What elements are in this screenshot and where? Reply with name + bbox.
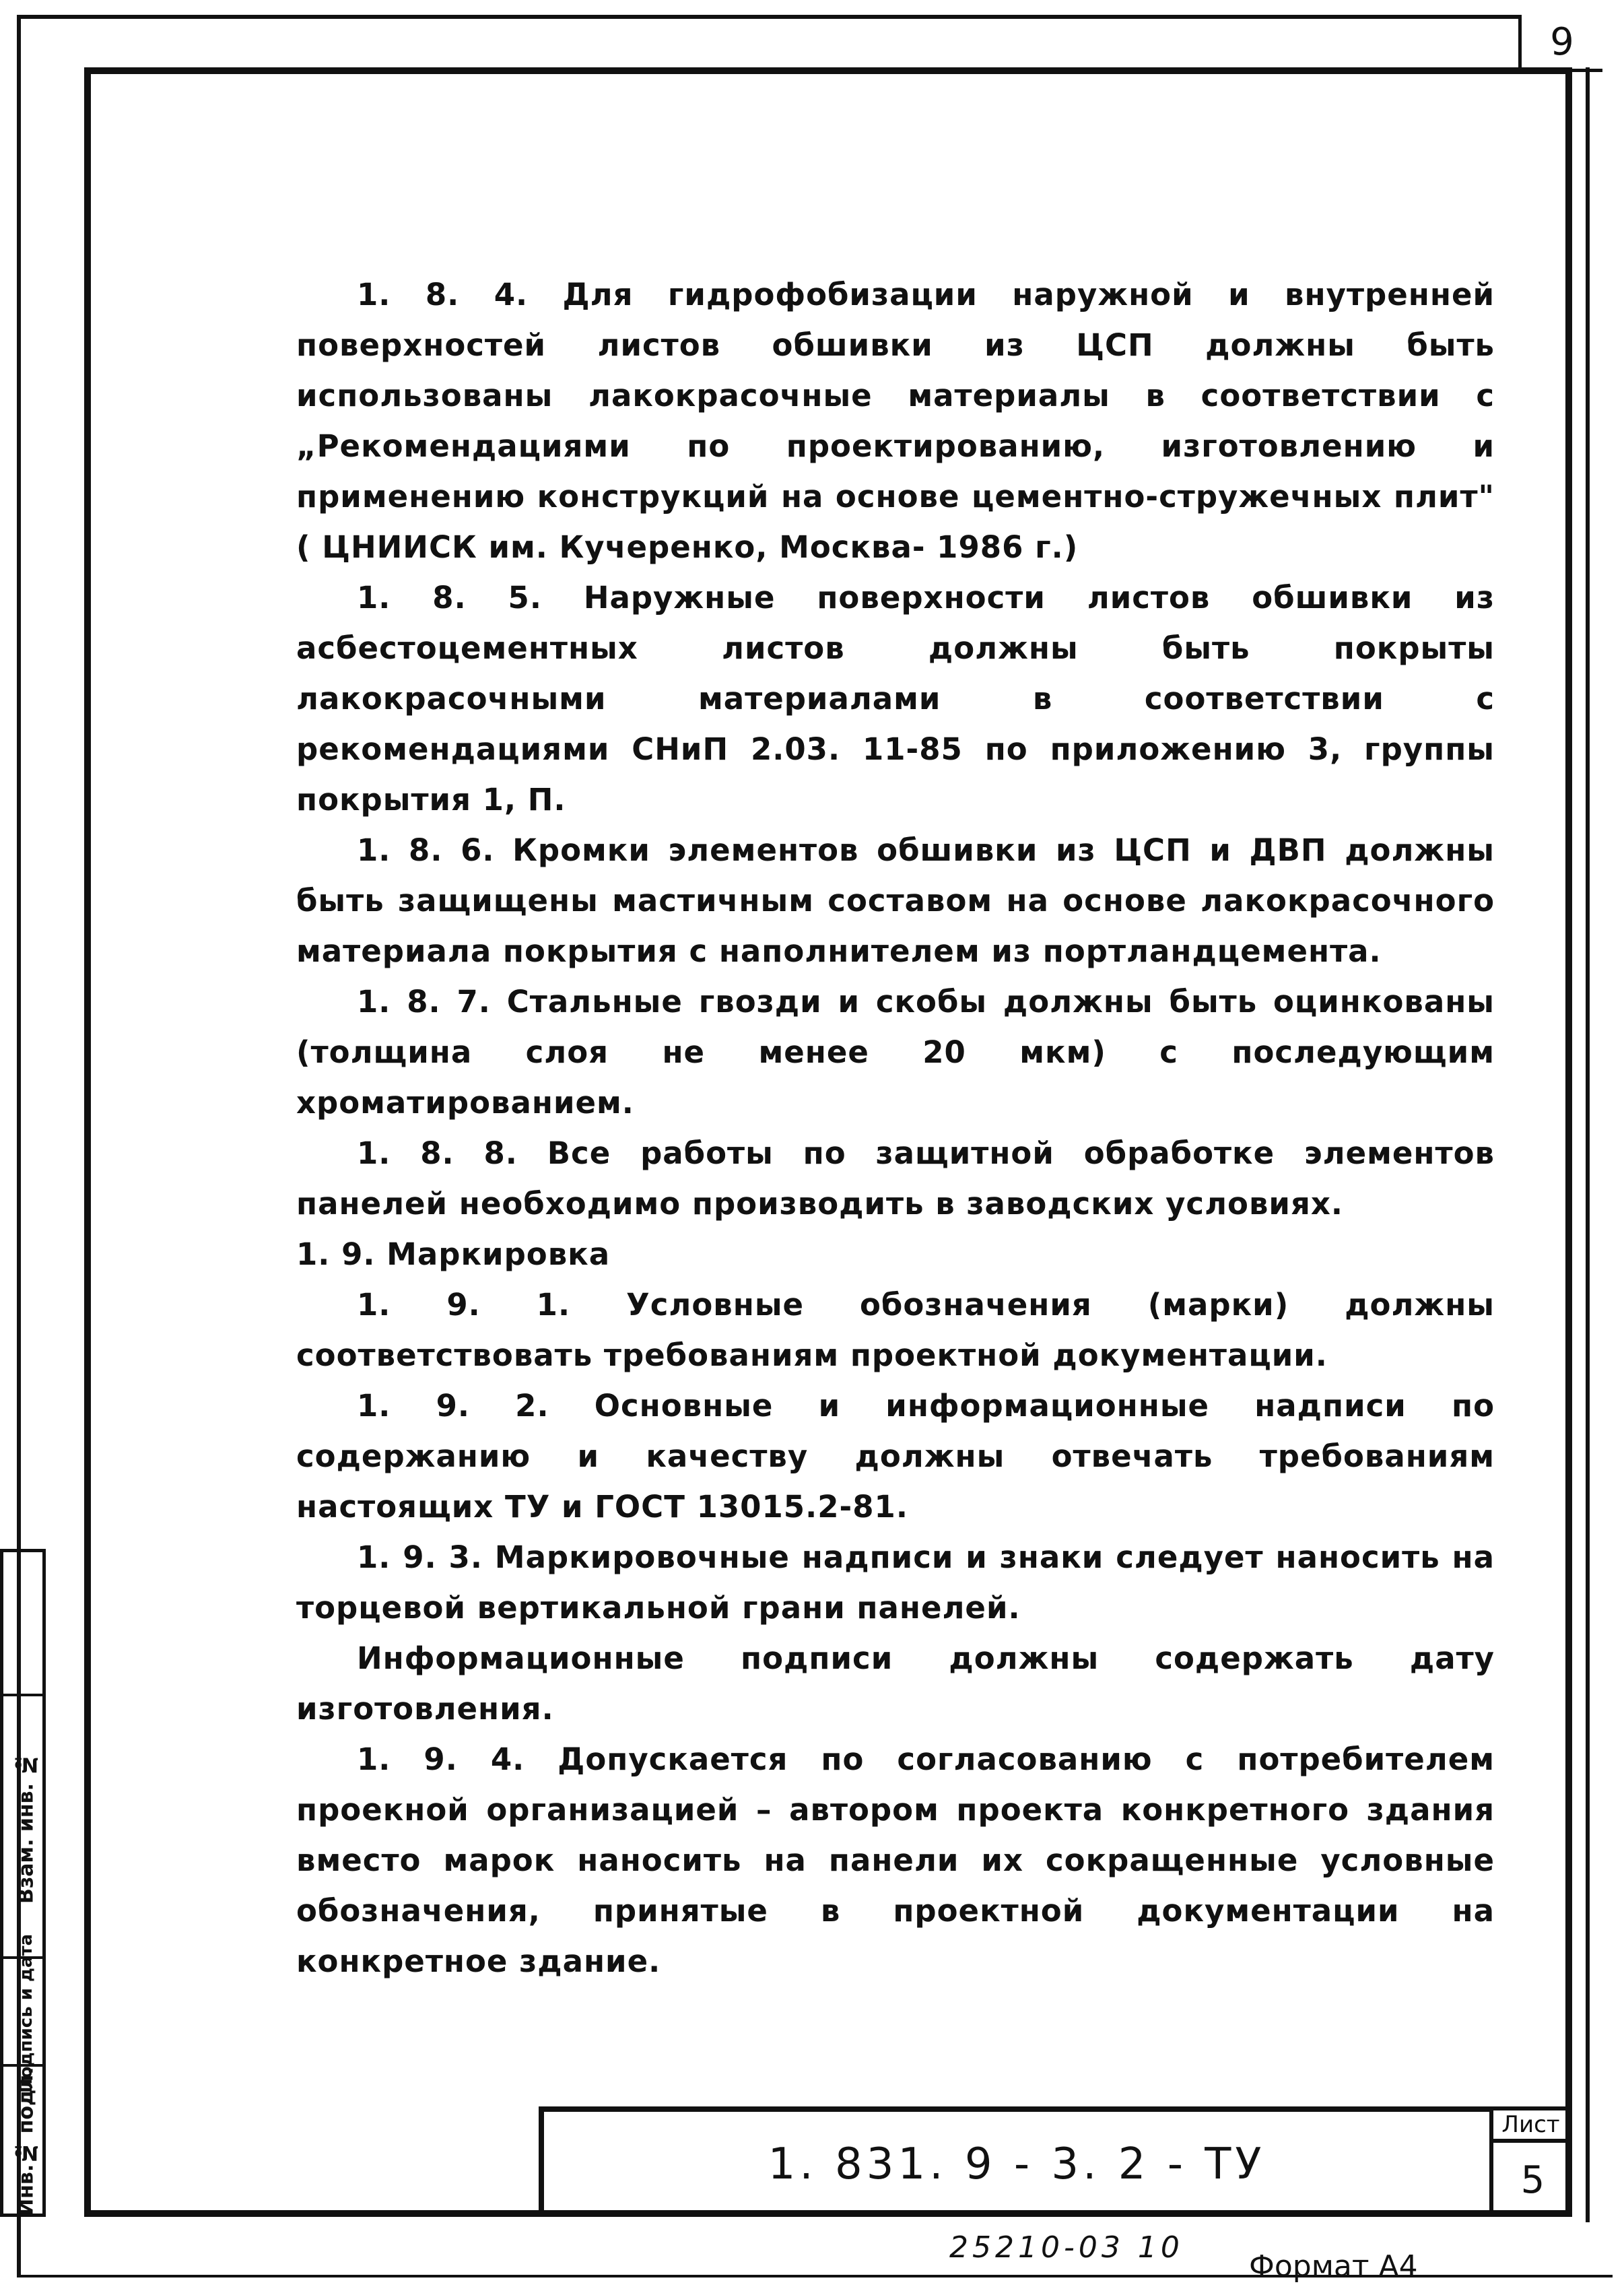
- side-stamp-signature-date: Подпись и дата: [16, 1933, 36, 2094]
- sheet-number: 5: [1489, 2143, 1572, 2217]
- side-stamp: [0, 1549, 46, 2217]
- outer-border-top: [17, 15, 1518, 19]
- paragraph-info-labels: Информационные подписи должны содержать дату изготовления.: [296, 1640, 1495, 1727]
- document-body: [296, 269, 1495, 1987]
- archive-number: 25210-03 10: [949, 2230, 1184, 2265]
- paragraph-1-8-4: 1. 8. 4. Для гидрофобизации наружной и внутренней поверхностей листов обшивки из ЦСП должны быть использованы лакокрасочные материалы в соответствии с „Рекомендациями по проектированию, изготовлению и применению конструкций на основе цементно-стружечных плит"( ЦНИИСК им. Кучеренко, Москва- 1986 г.): [296, 277, 1495, 565]
- paragraph-1-9-4: 1. 9. 4. Допускается по согласованию с потребителем проекной организацией – автором проекта конкретного здания вместо марок наносить на панели их сокращенные условные обозначения, принятые в проектной документации на конкретное здание.: [296, 1741, 1495, 1979]
- paragraph-1-9-3: 1. 9. 3. Маркировочные надписи и знаки следует наносить на торцевой вертикальной грани панелей.: [296, 1539, 1495, 1626]
- right-border-strip: [1586, 67, 1590, 2222]
- page-number: 9: [1518, 15, 1602, 72]
- paragraph-1-9-1: 1. 9. 1. Условные обозначения (марки) должны соответствовать требованиям проектной документации.: [296, 1287, 1495, 1373]
- side-stamp-replace-inv-no: Взам. инв. №: [14, 1752, 38, 1904]
- side-stamp-divider: [3, 1694, 42, 1696]
- paragraph-1-8-7: 1. 8. 7. Стальные гвозди и скобы должны быть оцинкованы (толщина слоя не менее 20 мкм) с последующим хроматированием.: [296, 984, 1495, 1121]
- title-block-designation: 1. 831. 9 - 3. 2 - ТУ: [539, 2106, 1489, 2217]
- paragraph-1-8-5: 1. 8. 5. Наружные поверхности листов обшивки из асбестоцементных листов должны быть покрыты лакокрасочными материалами в соответствии с рекомендациями СНиП 2.03. 11-85 по приложению 3, группы покрытия 1, П.: [296, 580, 1495, 818]
- paragraph-1-8-6: 1. 8. 6. Кромки элементов обшивки из ЦСП и ДВП должны быть защищены мастичным составом на основе лакокрасочного материала покрытия с наполнителем из портландцемента.: [296, 832, 1495, 969]
- format-label: Формат А4: [1249, 2249, 1418, 2284]
- sheet-label: Лист: [1489, 2106, 1572, 2143]
- section-heading-1-9: 1. 9. Маркировка: [296, 1236, 611, 1272]
- side-stamp-inv-no: Инв.№ подл.: [14, 2067, 38, 2216]
- paragraph-1-9-2: 1. 9. 2. Основные и информационные надписи по содержанию и качеству должны отвечать требованиям настоящих ТУ и ГОСТ 13015.2-81.: [296, 1388, 1495, 1525]
- paragraph-1-8-8: 1. 8. 8. Все работы по защитной обработке элементов панелей необходимо производить в заводских условиях.: [296, 1135, 1495, 1222]
